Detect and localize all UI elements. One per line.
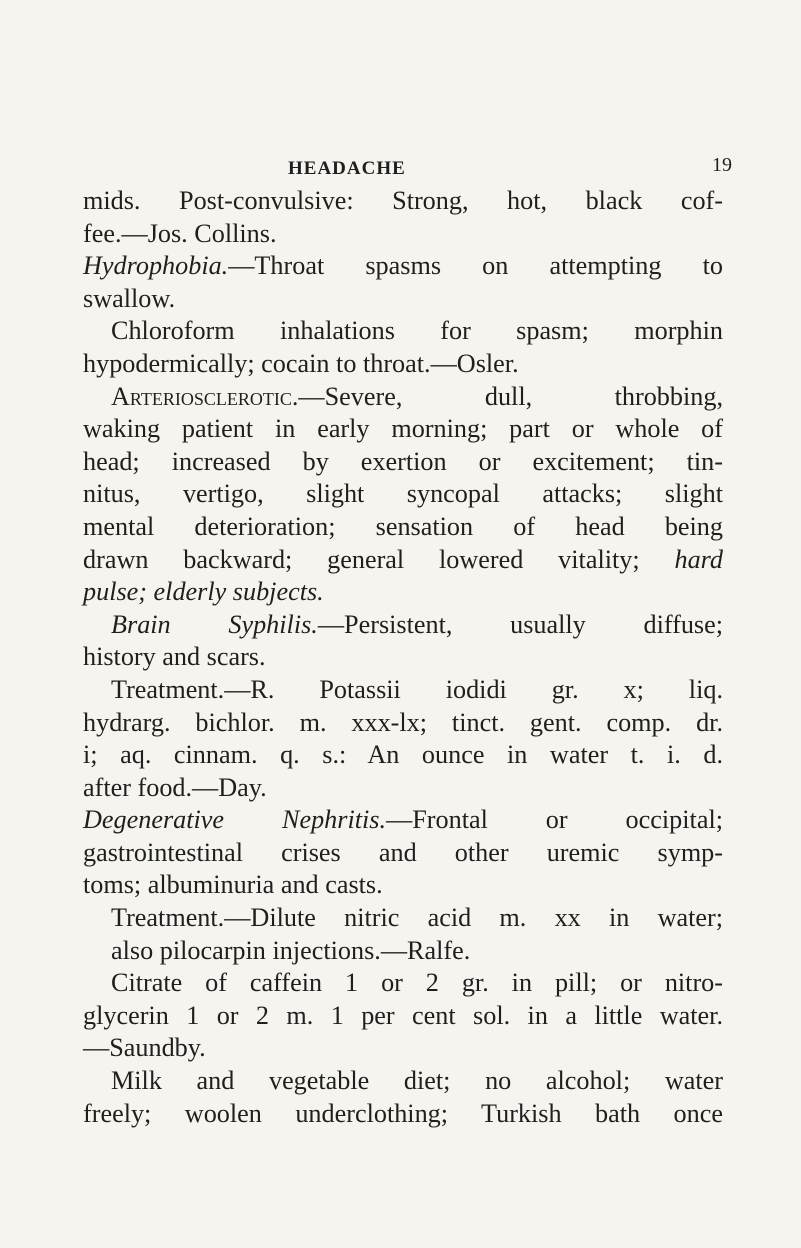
- running-title: HEADACHE: [288, 158, 406, 179]
- section-heading: Degenerative Nephritis.: [83, 805, 387, 835]
- text-line: —Saundby.: [83, 1033, 206, 1063]
- text-line: glycerin 1 or 2 m. 1 per cent sol. in a little water.: [83, 1000, 723, 1030]
- text-line: toms; albuminuria and casts.: [83, 870, 383, 900]
- text-line: Brain Syphilis.—Persistent, usually diffuse;: [111, 609, 723, 639]
- text-line: waking patient in early morning; part or whole of: [83, 414, 723, 444]
- text-line: fee.—Jos. Collins.: [83, 218, 277, 248]
- text-line: freely; woolen underclothing; Turkish bath once: [83, 1098, 723, 1128]
- body-text: [83, 185, 723, 1130]
- section-heading: Hydrophobia.: [83, 251, 229, 281]
- text-line: after food.—Day.: [83, 772, 267, 802]
- text-line: drawn backward; general lowered vitality; hard: [83, 544, 723, 574]
- section-heading: Brain Syphilis.: [111, 609, 318, 639]
- text-line: hydrarg. bichlor. m. xxx-lx; tinct. gent. comp. dr.: [83, 707, 723, 737]
- text-line: Treatment.—R. Potassii iodidi gr. x; liq.: [111, 674, 723, 704]
- text-line: gastrointestinal crises and other uremic symp-: [83, 837, 723, 867]
- text-line: swallow.: [83, 283, 176, 313]
- text-line: Citrate of caffein 1 or 2 gr. in pill; or nitro-: [111, 968, 723, 998]
- section-heading: Arteriosclerotic: [111, 381, 292, 411]
- page-number: 19: [712, 154, 732, 176]
- text-line: Milk and vegetable diet; no alcohol; water: [111, 1066, 723, 1096]
- text-line: i; aq. cinnam. q. s.: An ounce in water t. i. d.: [83, 740, 723, 770]
- text-line: mental deterioration; sensation of head being: [83, 511, 723, 541]
- running-head: [0, 154, 801, 188]
- text-line: nitus, vertigo, slight syncopal attacks; slight: [83, 479, 723, 509]
- text-line: head; increased by exertion or excitement; tin-: [83, 446, 723, 476]
- text-line: Hydrophobia.—Throat spasms on attempting to: [83, 251, 723, 281]
- text-line: Treatment.—Dilute nitric acid m. xx in water;: [111, 903, 723, 933]
- text-line: mids. Post-convulsive: Strong, hot, black cof-: [83, 186, 723, 215]
- text-line: history and scars.: [83, 642, 266, 672]
- text-line: hypodermically; cocain to throat.—Osler.: [83, 348, 519, 378]
- text-line: also pilocarpin injections.—Ralfe.: [111, 935, 471, 965]
- text-line: Chloroform inhalations for spasm; morphin: [111, 316, 723, 346]
- text-line: Degenerative Nephritis.—Frontal or occipital;: [83, 805, 723, 835]
- text-line: Arteriosclerotic.—Severe, dull, throbbing,: [111, 381, 723, 411]
- text-line: pulse; elderly subjects.: [83, 577, 324, 607]
